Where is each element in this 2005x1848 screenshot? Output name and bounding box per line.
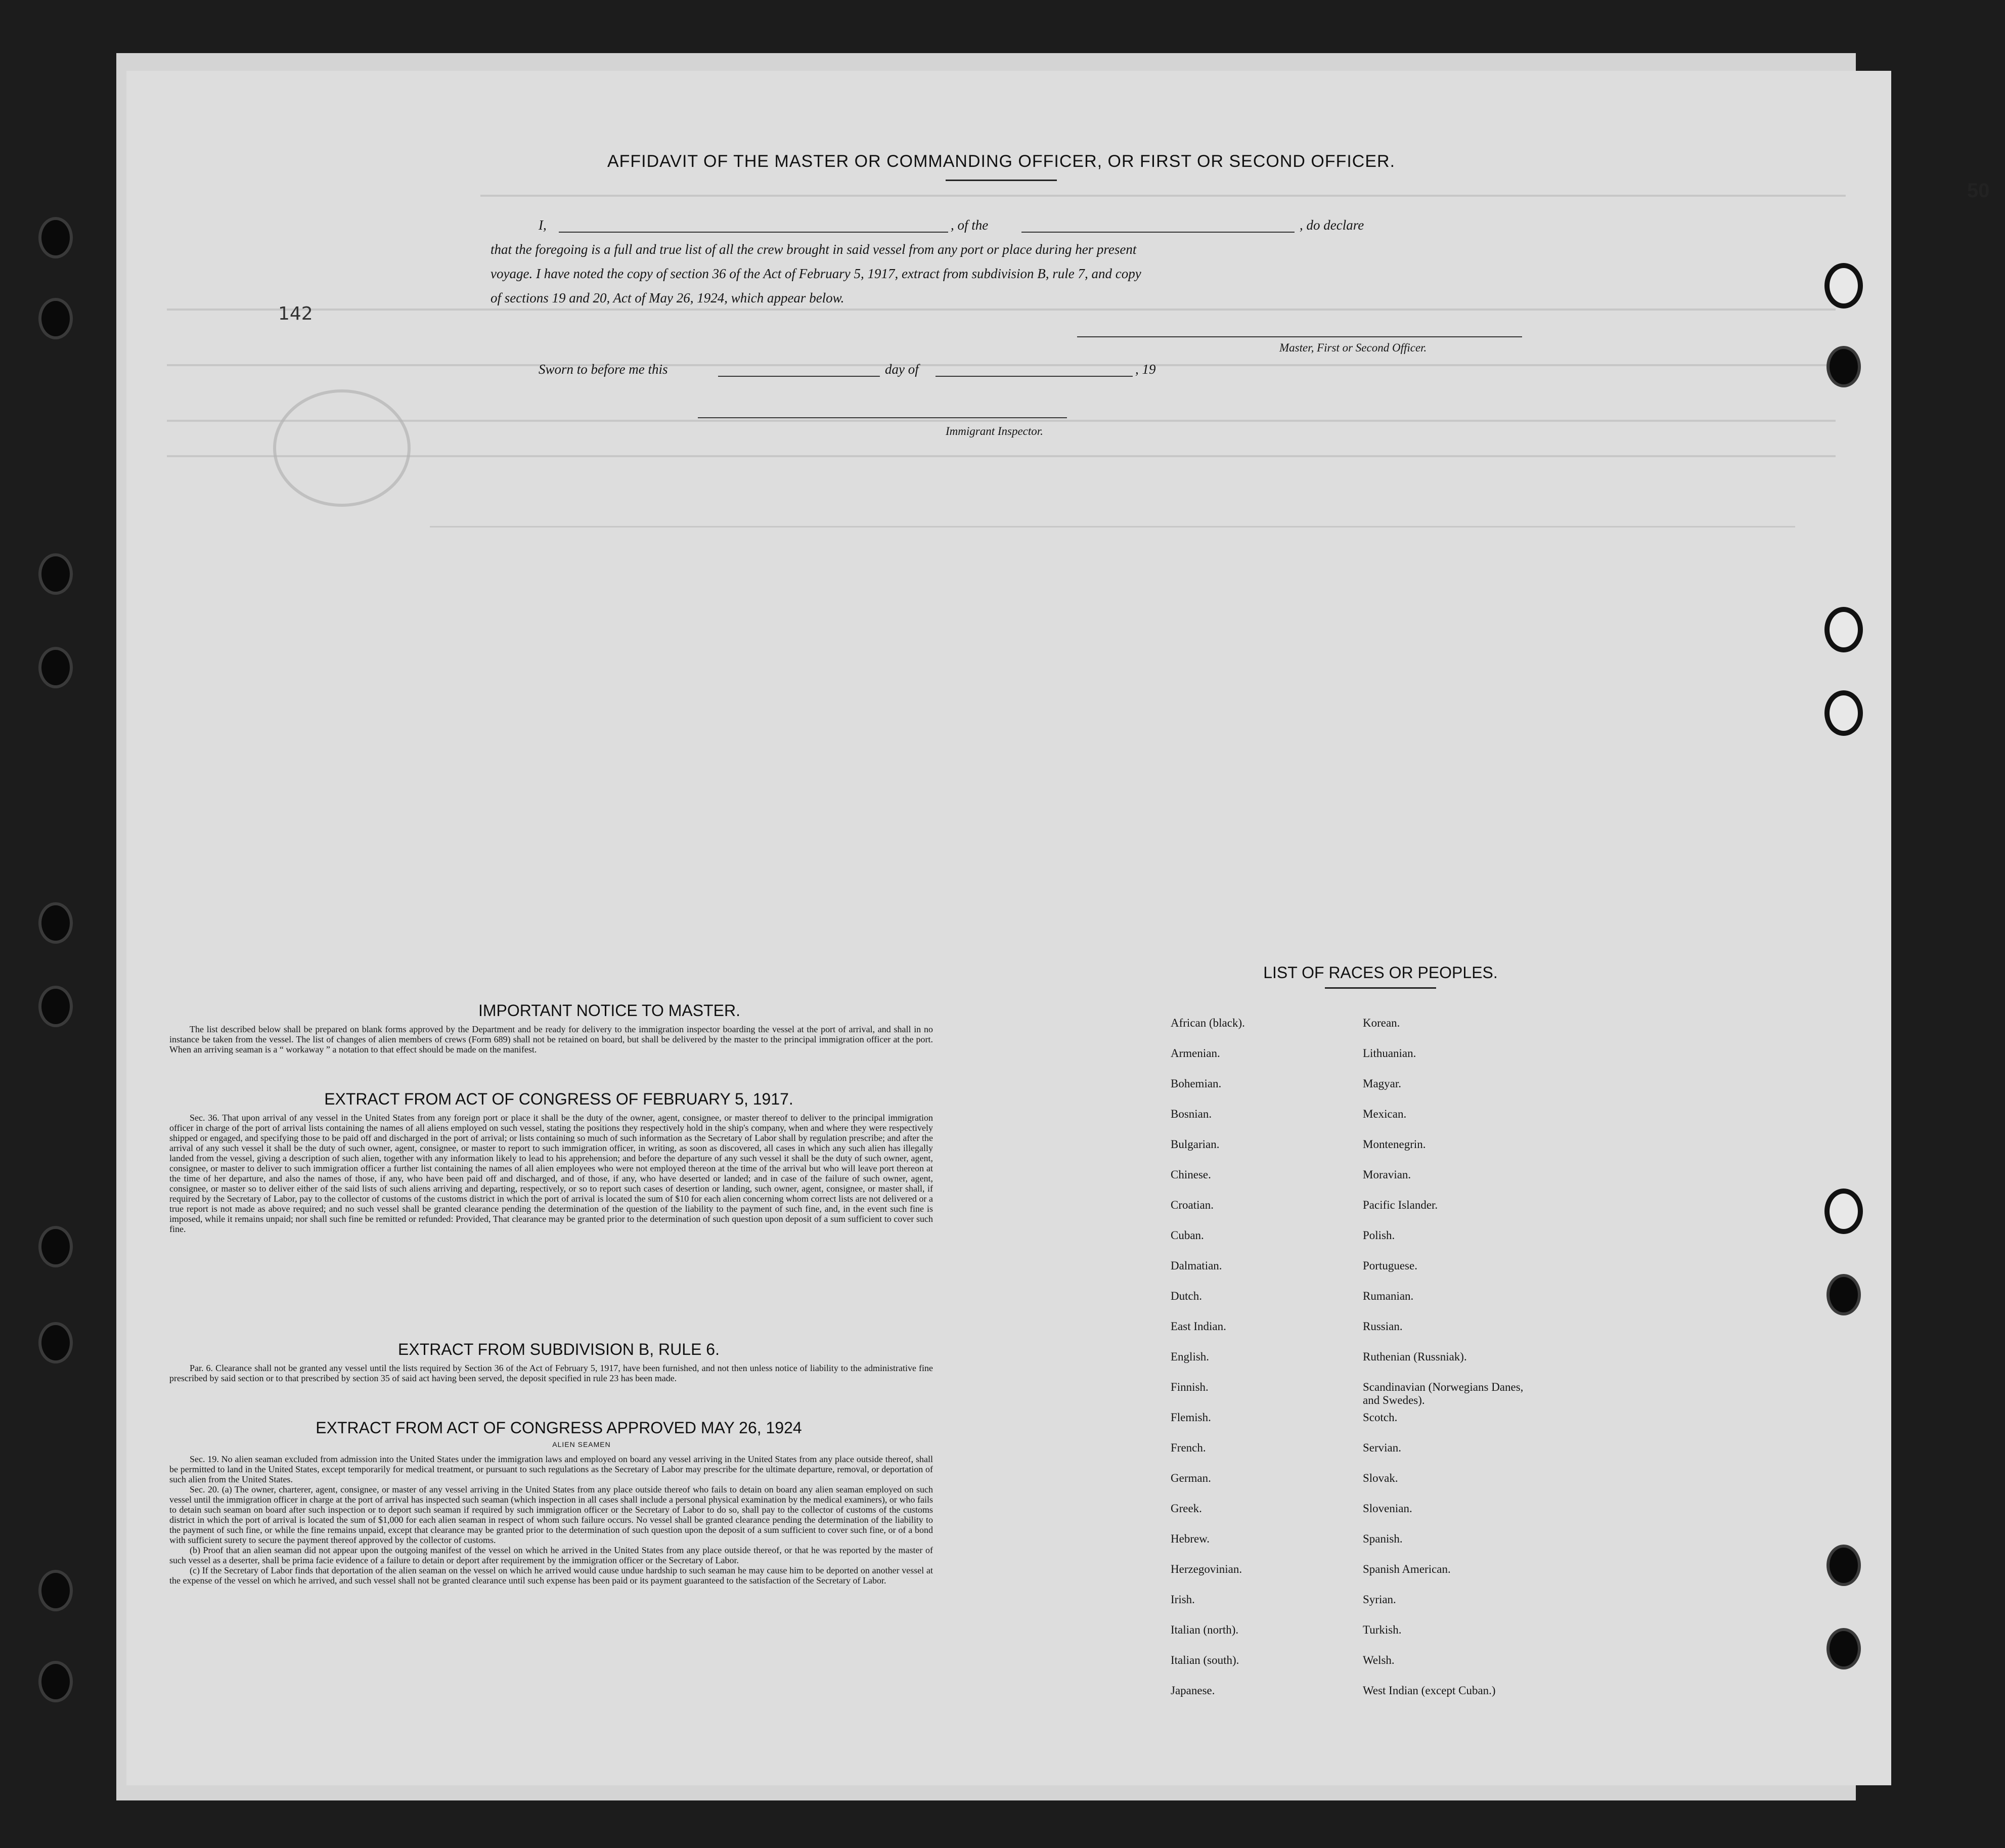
binder-hole — [41, 1229, 70, 1264]
extract-1917-title: EXTRACT FROM ACT OF CONGRESS OF FEBRUARY 5, 1917. — [324, 1090, 793, 1108]
race-right: Spanish American. — [1363, 1563, 1451, 1575]
race-row — [1171, 1168, 1575, 1199]
extract-1917-body — [169, 1113, 933, 1234]
race-row — [1171, 1684, 1575, 1714]
race-row — [1171, 1411, 1575, 1441]
race-right: Magyar. — [1363, 1077, 1402, 1090]
race-row — [1171, 1199, 1575, 1229]
race-left: Bulgarian. — [1171, 1138, 1220, 1151]
binder-hole — [41, 905, 70, 941]
race-right: Syrian. — [1363, 1593, 1396, 1606]
sec20b-paragraph: (b) Proof that an alien seaman did not appear upon the outgoing manifest of the vessel on which he arrived in the United States from any place outside thereof, or that he was reported by the master of such vessel as a deserter, shall be prima facie evidence of a failure to detain or deport after requirement by the immigration officer or the Secretary of Labor. — [169, 1545, 933, 1565]
page-number: 50 — [1967, 180, 1990, 202]
affidavit-line-4: of sections 19 and 20, Act of May 26, 1924, which appear below. — [491, 290, 844, 305]
race-left: Bosnian. — [1171, 1108, 1212, 1120]
inspector-label: Immigrant Inspector. — [946, 425, 1043, 437]
races-list — [1171, 1017, 1575, 1714]
binder-hole — [1830, 268, 1858, 303]
race-right: Moravian. — [1363, 1168, 1411, 1181]
handwritten-margin-note: 142 — [278, 303, 313, 324]
sec19-paragraph: Sec. 19. No alien seaman excluded from admission into the United States under the immigration laws and employed on board any vessel arriving in the United States from any place outside thereof, shall be permitted to land in the United States, except temporarily for medical treatment, or pursuant to such regulations as the Secretary of Labor may prescribe for the ultimate departure, removal, or deportation of such alien from the United States. — [169, 1454, 933, 1484]
race-right: Scotch. — [1363, 1411, 1398, 1424]
affidavit-of-the: , of the — [951, 217, 989, 233]
binder-hole — [1830, 349, 1858, 384]
race-left: Hebrew. — [1171, 1532, 1210, 1545]
race-left: Italian (north). — [1171, 1623, 1239, 1636]
race-right: West Indian (except Cuban.) — [1363, 1684, 1496, 1697]
race-right: Scandinavian (Norwegians Danes, and Swedes). — [1363, 1381, 1524, 1406]
sworn-month-blank[interactable] — [935, 376, 1133, 377]
par6-paragraph: Par. 6. Clearance shall not be granted any vessel until the lists required by Section 36 of the Act of February 5, 1917, have been furnished, and not then unless notice of liability to the administrative fine prescribed by said section or to that prescribed by section 35 of said act having been served, the deposit specified in rule 23 has been made. — [169, 1363, 933, 1383]
binder-hole — [41, 1664, 70, 1699]
affidavit-line-3: voyage. I have noted the copy of section 36 of the Act of February 5, 1917, extract from subdivision B, rule 7, and copy — [491, 266, 1141, 281]
binder-hole — [41, 1573, 70, 1608]
binder-hole — [1830, 1277, 1858, 1312]
title-rule — [946, 180, 1057, 181]
race-left: Armenian. — [1171, 1047, 1220, 1060]
race-left: Bohemian. — [1171, 1077, 1222, 1090]
binder-hole — [1830, 695, 1858, 731]
sec36-paragraph: Sec. 36. That upon arrival of any vessel in the United States from any foreign port or place it shall be the duty of the owner, agent, consignee, or master thereof to deliver to the principal immigration officer in charge of the port of arrival lists containing the names of all aliens employed on such vessel, stating the positions they respectively hold in the ship's company, when and where they were respectively shipped or engaged, and specifying those to be paid off and discharged in the port of arrival; or lists containing so much of such information as the Secretary of Labor shall by regulation prescribe; and after the arrival of any such vessel it shall be the duty of such owner, agent, consignee, or master to report to such immigration officer, in writing, as soon as discovered, all cases in which any such alien has illegally landed from the vessel, giving a description of such alien, together with any information likely to lead to his apprehension; and before the departure of any such vessel it shall be the duty of such owner, agent, consignee, or master to deliver to such immigration officer a further list containing the names of all alien employees who were not employed thereon at the time of the arrival but who will leave port thereon at the time of her departure, and also the names of those, if any, who have been paid off and discharged, and of those, if any, who have deserted or landed; and in case of the failure of such owner, agent, consignee, or master so to deliver either of the said lists of such aliens arriving and departing, respectively, or so to report such cases of desertion or landing, such owner, agent, consignee, or master shall, if required by the Secretary of Labor, pay to the collector of customs of the customs district in which the port of arrival is located the sum of $10 for each alien concerning whom correct lists are not delivered or a true report is not made as above required; and no such vessel shall be granted clearance pending the determination of the question of the liability to the payment of such fine, and, in the event such fine is imposed, while it remains unpaid; nor shall such fine be remitted or refunded: Provided, That clearance may be granted prior to the determination of such question upon deposit of a sum sufficient to cover such fine. — [169, 1113, 933, 1234]
race-left: Italian (south). — [1171, 1654, 1239, 1666]
sworn-text: Sworn to before me this — [539, 362, 668, 377]
race-right: Montenegrin. — [1363, 1138, 1426, 1151]
extract-1924-title: EXTRACT FROM ACT OF CONGRESS APPROVED MAY 26, 1924 — [316, 1419, 802, 1437]
faded-stamp — [273, 389, 411, 507]
inspector-signature-blank[interactable] — [698, 417, 1067, 418]
race-left: East Indian. — [1171, 1320, 1226, 1333]
subdivision-body — [169, 1363, 933, 1383]
document-page — [126, 71, 1990, 1785]
affidavit-i: I, — [539, 217, 547, 233]
binder-hole — [41, 989, 70, 1024]
sec20a-paragraph: Sec. 20. (a) The owner, charterer, agent, consignee, or master of any vessel arriving in the United States from any place outside thereof who fails to detain on board any alien seaman employed on such vessel until the immigration officer in charge at the port of arrival has inspected such seaman (which inspection in all cases shall include a personal physical examination by the medical examiners), or who fails to detain such seaman on board after such inspection or to deport such seaman if required by such immigration officer or the Secretary of Labor to do so, shall pay to the collector of customs of the customs district in which the port of arrival is located the sum of $1,000 for each alien seaman in respect of whom such failure occurs. No vessel shall be granted clearance pending the determination of the liability to the payment of such fine, or while the fine remains unpaid, except that clearance may be granted prior to the determination of such question upon the deposit of a sum sufficient to cover such fine, or of a bond with sufficient surety to secure the payment thereof approved by the collector of customs. — [169, 1484, 933, 1545]
race-right: Lithuanian. — [1363, 1047, 1416, 1060]
binder-hole — [41, 220, 70, 255]
race-row — [1171, 1472, 1575, 1502]
race-row — [1171, 1108, 1575, 1138]
race-left: German. — [1171, 1472, 1211, 1484]
binder-hole — [1830, 612, 1858, 647]
race-left: African (black). — [1171, 1017, 1245, 1029]
race-right: Servian. — [1363, 1441, 1402, 1454]
race-right: Mexican. — [1363, 1108, 1407, 1120]
race-row — [1171, 1623, 1575, 1654]
binder-hole — [41, 301, 70, 336]
binder-hole — [41, 556, 70, 592]
subdivision-title: EXTRACT FROM SUBDIVISION B, RULE 6. — [398, 1340, 720, 1358]
race-left: French. — [1171, 1441, 1206, 1454]
race-left: Greek. — [1171, 1502, 1202, 1515]
binder-hole — [41, 1325, 70, 1360]
race-row — [1171, 1441, 1575, 1472]
master-signature-blank[interactable] — [1077, 336, 1522, 337]
race-row — [1171, 1381, 1575, 1411]
race-row — [1171, 1229, 1575, 1259]
race-right: Welsh. — [1363, 1654, 1395, 1666]
race-left: Chinese. — [1171, 1168, 1211, 1181]
races-title: LIST OF RACES OR PEOPLES. — [1263, 963, 1498, 982]
race-right: Portuguese. — [1363, 1259, 1417, 1272]
race-left: Dutch. — [1171, 1290, 1202, 1302]
race-right: Russian. — [1363, 1320, 1403, 1333]
race-row — [1171, 1017, 1575, 1047]
sec20c-paragraph: (c) If the Secretary of Labor finds that deportation of the alien seaman on the vessel on which he arrived would cause undue hardship to such seaman he may cause him to be deported on another vessel at the expense of the vessel on which he arrived, and such vessel shall not be granted clearance until such expense has been paid or its payment guaranteed to the satisfaction of the Secretary of Labor. — [169, 1565, 933, 1586]
binder-hole — [1830, 1631, 1858, 1666]
year-text: , 19 — [1135, 362, 1156, 377]
race-left: Herzegovinian. — [1171, 1563, 1242, 1575]
alien-seamen-subtitle: ALIEN SEAMEN — [552, 1440, 611, 1448]
race-row — [1171, 1320, 1575, 1350]
race-right: Ruthenian (Russniak). — [1363, 1350, 1467, 1363]
race-right: Rumanian. — [1363, 1290, 1414, 1302]
race-right: Turkish. — [1363, 1623, 1402, 1636]
race-right: Slovak. — [1363, 1472, 1398, 1484]
race-row — [1171, 1077, 1575, 1108]
race-row — [1171, 1259, 1575, 1290]
race-right: Slovenian. — [1363, 1502, 1412, 1515]
races-rule — [1325, 987, 1436, 989]
race-left: English. — [1171, 1350, 1210, 1363]
binder-hole — [1830, 1548, 1858, 1583]
race-row — [1171, 1563, 1575, 1593]
race-left: Finnish. — [1171, 1381, 1209, 1393]
name-blank[interactable] — [559, 232, 948, 233]
race-right: Polish. — [1363, 1229, 1395, 1242]
race-row — [1171, 1290, 1575, 1320]
race-row — [1171, 1502, 1575, 1532]
vessel-blank[interactable] — [1021, 232, 1295, 233]
binder-hole — [1830, 1194, 1858, 1229]
sworn-day-blank[interactable] — [718, 376, 880, 377]
race-row — [1171, 1593, 1575, 1623]
notice-paragraph: The list described below shall be prepared on blank forms approved by the Department and be ready for delivery to the immigration inspector boarding the vessel at the port of arrival, and shall in no instance be taken from the vessel. The list of changes of alien members of crews (Form 689) shall not be retained on board, but shall be delivered by the master to the principal immigration officer at the port. When an arriving seaman is a “ workaway ” a notation to that effect should be made on the manifest. — [169, 1024, 933, 1054]
race-row — [1171, 1350, 1575, 1381]
extract-1924-body — [169, 1454, 933, 1586]
race-left: Cuban. — [1171, 1229, 1204, 1242]
binder-hole — [41, 650, 70, 685]
race-left: Dalmatian. — [1171, 1259, 1222, 1272]
race-left: Japanese. — [1171, 1684, 1215, 1697]
race-row — [1171, 1138, 1575, 1168]
race-left: Irish. — [1171, 1593, 1195, 1606]
notice-title: IMPORTANT NOTICE TO MASTER. — [478, 1001, 740, 1020]
race-row — [1171, 1047, 1575, 1077]
race-left: Flemish. — [1171, 1411, 1211, 1424]
race-left: Croatian. — [1171, 1199, 1214, 1211]
race-row — [1171, 1532, 1575, 1563]
race-row — [1171, 1654, 1575, 1684]
race-right: Spanish. — [1363, 1532, 1403, 1545]
race-right: Korean. — [1363, 1017, 1400, 1029]
master-label: Master, First or Second Officer. — [1279, 341, 1427, 354]
race-right: Pacific Islander. — [1363, 1199, 1438, 1211]
notice-body — [169, 1024, 933, 1054]
day-of-text: day of — [885, 362, 919, 377]
affidavit-declare: , do declare — [1300, 217, 1364, 233]
affidavit-title: AFFIDAVIT OF THE MASTER OR COMMANDING OFFICER, OR FIRST OR SECOND OFFICER. — [607, 152, 1396, 171]
affidavit-line-2: that the foregoing is a full and true list of all the crew brought in said vessel from any port or place during her present — [491, 242, 1137, 257]
